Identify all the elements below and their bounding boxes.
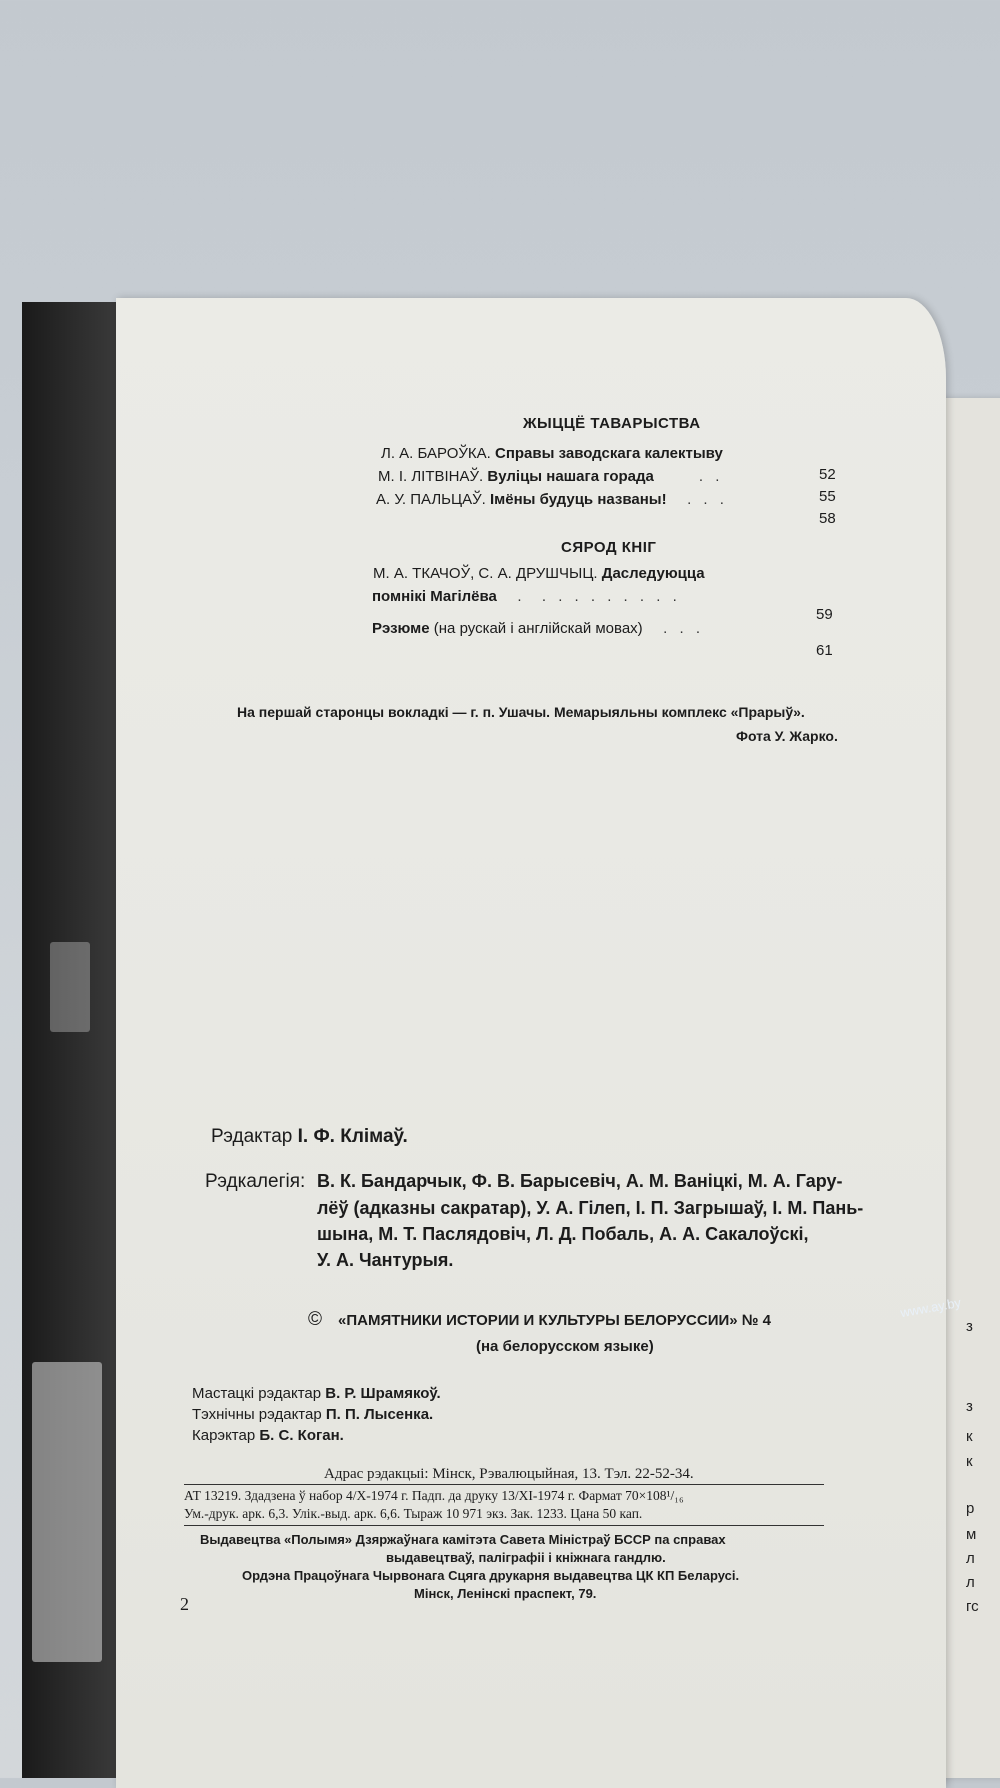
adjacent-page-fragment: к: [966, 1453, 973, 1470]
adjacent-page-fragment: гс: [966, 1598, 979, 1615]
toc-entry-author: М. І. ЛІТВІНАЎ.: [378, 468, 484, 485]
watermark: www.ay.by: [899, 1294, 963, 1321]
printer-line: Ордэна Працоўнага Чырвонага Сцяга друкарня выдавецтва ЦК КП Беларусі.: [242, 1568, 740, 1583]
board-line: В. К. Бандарчык, Ф. В. Барысевіч, А. М. Ваніцкі, М. А. Гару-: [317, 1171, 843, 1191]
leader-dots: . . . . . . . . . .: [501, 588, 681, 605]
adjacent-page-fragment: р: [966, 1500, 975, 1517]
staff-role: Карэктар: [192, 1427, 256, 1444]
toc-entry-author: А. У. ПАЛЬЦАЎ.: [376, 491, 486, 508]
staff-name: Б. С. Коган.: [259, 1427, 344, 1444]
staff-name: В. Р. Шрамякоў.: [325, 1385, 441, 1402]
adjacent-page-fragment: з: [966, 1318, 973, 1335]
adjacent-page-fragment: к: [966, 1428, 973, 1445]
editor-name: І. Ф. Клімаў.: [297, 1126, 408, 1147]
book-spine: [22, 302, 118, 1778]
copyright-title: «ПАМЯТНИКИ ИСТОРИИ И КУЛЬТУРЫ БЕЛОРУССИИ» № 4: [338, 1312, 772, 1329]
spine-wear-mark: [32, 1362, 102, 1662]
publisher-line: Выдавецтва «Полымя» Дзяржаўнага камітэта Савета Міністраў БССР па справах: [200, 1532, 726, 1547]
toc-page-number: 59: [816, 606, 833, 623]
board-line: лёў (адказны сакратар), У. А. Гілеп, І. П. Загрышаў, І. М. Пань-: [317, 1198, 864, 1218]
publisher-line: выдавецтваў, паліграфіі і кніжнага гандлю.: [386, 1550, 666, 1565]
toc-page-number: 52: [819, 466, 836, 483]
toc-entry-title: помнікі Магілёва: [372, 588, 497, 605]
photo-credit: Фота У. Жарко.: [736, 728, 838, 744]
toc-entry-note: (на рускай і англійскай мовах): [433, 620, 643, 637]
copyright-symbol: ©: [308, 1309, 322, 1330]
imprint-rule: [184, 1525, 824, 1526]
toc-entry-title: Вуліцы нашага горада: [487, 468, 654, 485]
toc-entry: [373, 565, 705, 582]
staff-line: [192, 1385, 441, 1402]
toc-entry-title: Справы заводскага калектыву: [495, 445, 723, 462]
page-number: 2: [180, 1594, 189, 1614]
printer-line: Мінск, Ленінскі праспект, 79.: [414, 1586, 597, 1601]
adjacent-page-fragment: л: [966, 1550, 975, 1567]
staff-role: Мастацкі рэдактар: [192, 1385, 322, 1402]
toc-entry: [376, 491, 728, 508]
editorial-address: Адрас рэдакцыі: Мінск, Рэвалюцыйная, 13. Тэл. 22-52-34.: [324, 1466, 694, 1482]
board-line: шына, М. Т. Паслядовіч, Л. Д. Побаль, А. А. Сакалоўскі,: [317, 1224, 809, 1244]
toc-entry-title: Рэзюме: [372, 620, 430, 637]
toc-entry-title: Даследуюцца: [601, 565, 705, 582]
toc-entry: [378, 468, 723, 485]
toc-page-number: 61: [816, 642, 833, 659]
imprint-line: АТ 13219. Здадзена ў набор 4/Х-1974 г. Падп. да друку 13/ХІ-1974 г. Фармат 70×108¹/₁₆: [184, 1488, 684, 1503]
board-line: У. А. Чантурыя.: [317, 1250, 454, 1270]
editor-label: Рэдактар: [211, 1126, 293, 1147]
adjacent-page-fragment: з: [966, 1398, 973, 1415]
staff-role: Тэхнічны рэдактар: [192, 1406, 322, 1423]
board-label: Рэдкалегія:: [205, 1171, 306, 1192]
toc-entry-author: Л. А. БАРОЎКА.: [381, 445, 491, 462]
toc-section-title: ЖЫЦЦЁ ТАВАРЫСТВА: [523, 415, 701, 432]
imprint-rule: [184, 1484, 824, 1485]
leader-dots: . . .: [646, 620, 705, 637]
toc-entry-author: М. А. ТКАЧОЎ, С. А. ДРУШЧЫЦ.: [373, 565, 598, 582]
leader-dots: . .: [658, 468, 724, 485]
adjacent-page-fragment: л: [966, 1574, 975, 1591]
toc-page-number: 58: [819, 510, 836, 527]
copyright-language: (на белорусском языке): [476, 1338, 654, 1355]
toc-entry-title: Імёны будуць названы!: [489, 491, 667, 508]
toc-entry: [381, 445, 723, 462]
adjacent-page-fragment: м: [966, 1526, 977, 1543]
staff-name: П. П. Лысенка.: [325, 1406, 434, 1423]
staff-line: [192, 1427, 344, 1444]
book-page: [116, 298, 946, 1788]
staff-line: [192, 1406, 433, 1423]
spine-wear-mark: [50, 942, 90, 1032]
leader-dots: . . .: [670, 491, 728, 508]
toc-entry: [372, 620, 704, 637]
toc-page-number: 55: [819, 488, 836, 505]
cover-note: На першай старонцы вокладкі — г. п. Ушачы. Мемарыяльны комплекс «Прарыў».: [237, 704, 805, 720]
editor-line: [211, 1126, 408, 1148]
toc-section-title: СЯРОД КНІГ: [561, 539, 657, 556]
imprint-line: Ум.-друк. арк. 6,3. Улік.-выд. арк. 6,6. Тыраж 10 971 экз. Зак. 1233. Цана 50 кап.: [184, 1506, 643, 1521]
toc-entry-title-continued: [372, 588, 681, 605]
